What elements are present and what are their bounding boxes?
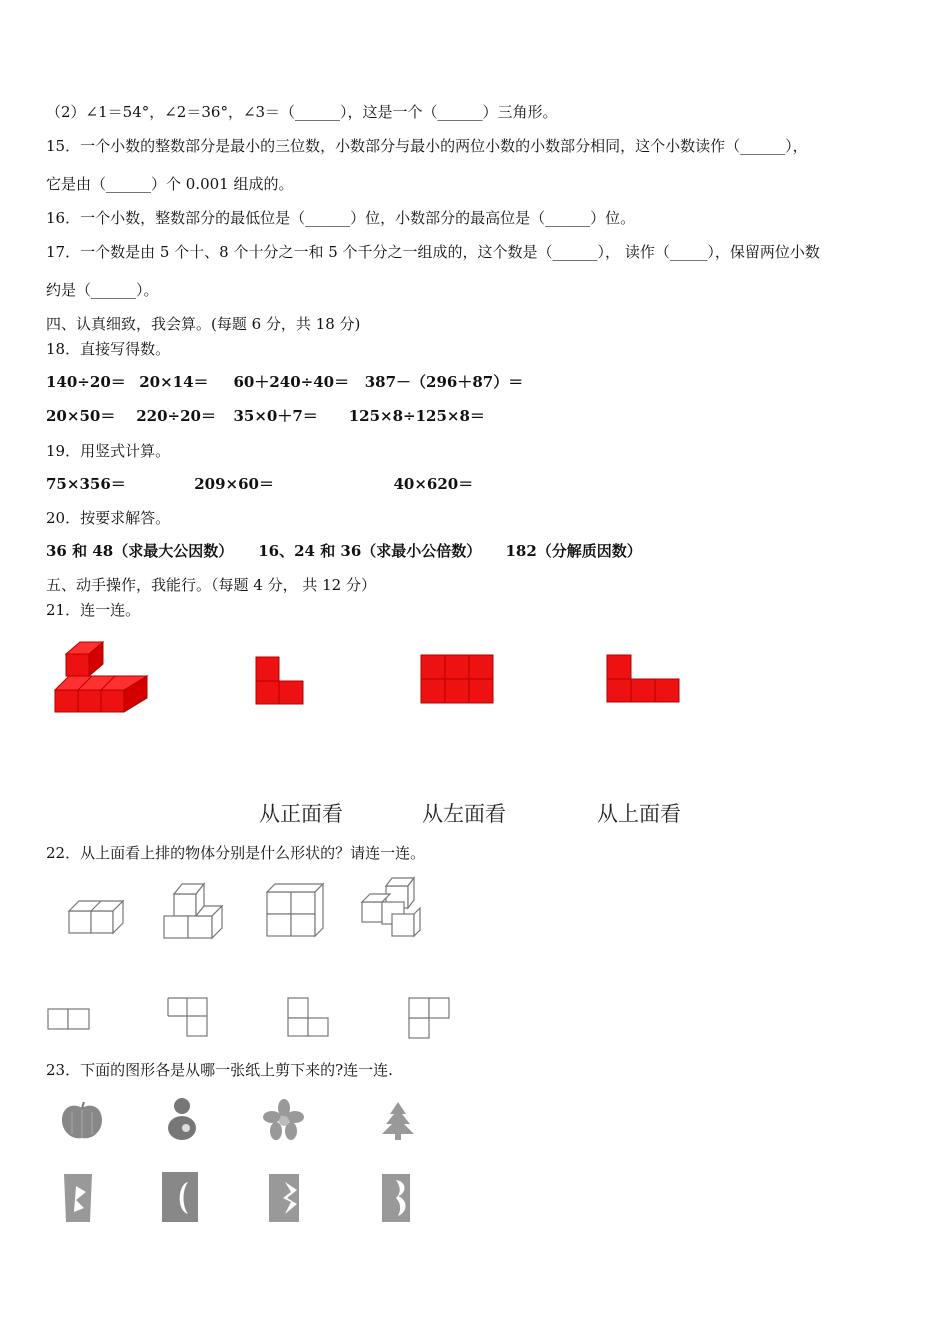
q22-view-l-shape — [286, 996, 331, 1041]
q23: 23．下面的图形各是从哪一张纸上剪下来的?连一连. — [46, 1061, 393, 1079]
q18-item: 35×0＋7＝ — [233, 407, 318, 425]
q22: 22．从上面看上排的物体分别是什么形状的？请连一连。 — [46, 844, 426, 862]
q22-view-2x2-open — [166, 996, 211, 1041]
q18-item: 220÷20＝ — [136, 407, 216, 425]
section-5-heading: 五、动手操作，我能行。（每题 4 分， 共 12 分） — [46, 576, 376, 594]
paper-b-icon — [160, 1170, 200, 1224]
q20-item: 182（分解质因数） — [505, 542, 642, 560]
q19: 19．用竖式计算。 — [46, 442, 171, 460]
q18-row1 — [46, 372, 523, 392]
q21-view-l-shape-wide — [606, 654, 681, 704]
q22-object-4 — [358, 874, 428, 940]
cube-face — [55, 690, 78, 712]
cube-face — [78, 690, 101, 712]
q21: 21．连一连。 — [46, 601, 141, 619]
cube-face — [101, 690, 124, 712]
q18-item: 20×14＝ — [139, 373, 209, 391]
apple-shape-icon — [58, 1100, 106, 1142]
q21-label-left: 从左面看 — [422, 802, 506, 826]
q18-row2 — [46, 406, 485, 426]
q22-object-3 — [264, 882, 324, 940]
q18-item: 60＋240÷40＝ — [233, 373, 350, 391]
q22-view-1x2 — [47, 1008, 92, 1033]
paper-a-icon — [62, 1172, 96, 1224]
q19-item: 209×60＝ — [194, 475, 274, 493]
q19-item: 40×620＝ — [393, 475, 474, 493]
q20-row — [46, 541, 642, 561]
q21-view-2x3-grid — [420, 654, 495, 704]
q16: 16．一个小数，整数部分的最低位是（______）位，小数部分的最高位是（______）位。 — [46, 209, 636, 227]
q18-item: 140÷20＝ — [46, 373, 126, 391]
q18-item: 125×8÷125×8＝ — [348, 407, 485, 425]
q14-part2: （2）∠1＝54°，∠2＝36°，∠3＝（______），这是一个（______）三角形。 — [46, 103, 558, 121]
q18-item: 20×50＝ — [46, 407, 116, 425]
q20-item: 36 和 48（求最大公因数） — [46, 542, 234, 560]
q19-item: 75×356＝ — [46, 475, 126, 493]
q15-line1: 15．一个小数的整数部分是最小的三位数，小数部分与最小的两位小数的小数部分相同，这个小数读作（______）， — [46, 137, 808, 155]
tree-shape-icon — [378, 1100, 418, 1142]
q15-line2: 它是由（______）个 0.001 组成的。 — [46, 175, 294, 193]
q17-line1: 17．一个数是由 5 个十、8 个十分之一和 5 个千分之一组成的，这个数是（______）， 读作（_____），保留两位小数 — [46, 243, 820, 261]
q18: 18．直接写得数。 — [46, 340, 171, 358]
gourd-shape-icon — [164, 1096, 200, 1144]
q21-label-front: 从正面看 — [259, 802, 343, 826]
q21-view-l-shape-small — [255, 656, 305, 706]
cube-face — [66, 654, 89, 676]
q21-label-top: 从上面看 — [597, 802, 681, 826]
q20-item: 16、24 和 36（求最小公倍数） — [258, 542, 482, 560]
q19-row — [46, 474, 473, 494]
q21-3d-cube-figure — [52, 640, 152, 715]
paper-c-icon — [267, 1172, 301, 1224]
q18-item: 387－（296＋87）＝ — [364, 373, 524, 391]
q22-object-2 — [160, 880, 230, 942]
paper-d-icon — [380, 1172, 414, 1224]
q20: 20．按要求解答。 — [46, 509, 171, 527]
q22-object-1 — [66, 893, 126, 938]
q17-line2: 约是（______）。 — [46, 281, 159, 299]
q22-view-reverse-l — [407, 996, 452, 1041]
section-4-heading: 四、认真细致，我会算。(每题 6 分，共 18 分) — [46, 315, 361, 333]
flower-shape-icon — [262, 1098, 306, 1142]
